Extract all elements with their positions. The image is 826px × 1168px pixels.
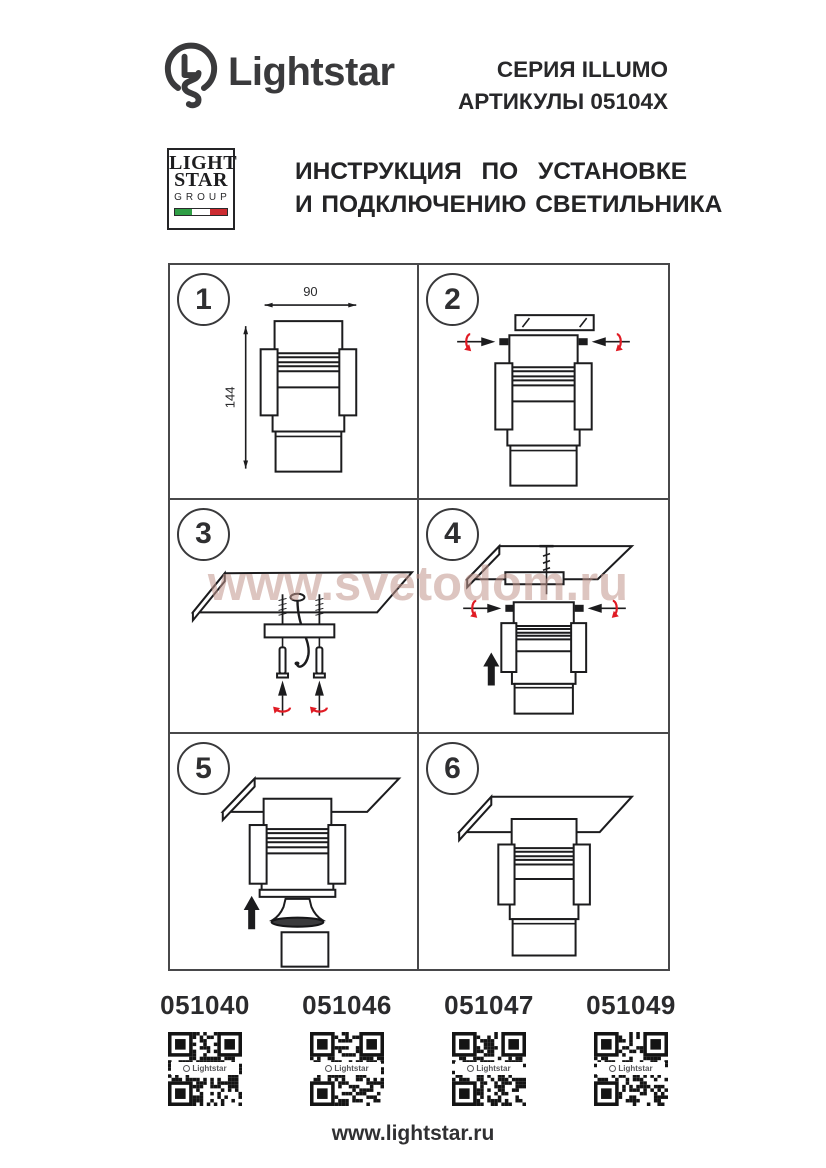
step-number: 6 <box>426 742 479 795</box>
step-number: 3 <box>177 508 230 561</box>
step-cell-3 <box>170 500 419 735</box>
instruction-title-line2: И ПОДКЛЮЧЕНИЮ СВЕТИЛЬНИКА <box>295 191 723 218</box>
step-number: 4 <box>426 508 479 561</box>
instruction-title <box>295 155 722 221</box>
article-column <box>276 990 418 1106</box>
qr-lightstar-logo: Lightstar <box>171 1062 239 1075</box>
step-cell-5 <box>170 734 419 969</box>
group-logo-group: GROUP <box>174 192 231 203</box>
step-number: 2 <box>426 273 479 326</box>
article-column <box>560 990 702 1106</box>
dim-height-label: 144 <box>222 386 238 409</box>
mini-bulb-icon <box>609 1065 616 1072</box>
qr-code <box>594 1032 668 1106</box>
watermark: www.svetodom.ru <box>207 557 629 611</box>
qr-code <box>310 1032 384 1106</box>
article-code: 051046 <box>302 990 392 1020</box>
dim-width-label: 90 <box>303 284 318 300</box>
article-code: 051040 <box>160 990 250 1020</box>
step-cell-1 <box>170 265 419 500</box>
step-cell-6 <box>419 734 668 969</box>
step-cell-2 <box>419 265 668 500</box>
article-column <box>134 990 276 1106</box>
step-number: 5 <box>177 742 230 795</box>
group-logo-star: STAR <box>174 169 228 191</box>
qr-lightstar-logo: Lightstar <box>597 1062 665 1075</box>
instruction-title-line1: ИНСТРУКЦИЯ ПО УСТАНОВКЕ <box>295 158 688 185</box>
mini-bulb-icon <box>325 1065 332 1072</box>
lightstar-group-logo <box>167 148 238 230</box>
article-column <box>418 990 560 1106</box>
qr-code <box>168 1032 242 1106</box>
brand-wordmark: Lightstar <box>228 50 395 94</box>
qr-lightstar-logo: Lightstar <box>313 1062 381 1075</box>
qr-code <box>452 1032 526 1106</box>
mini-bulb-icon <box>467 1065 474 1072</box>
mini-bulb-icon <box>183 1065 190 1072</box>
steps-grid <box>168 263 670 971</box>
step-cell-4 <box>419 500 668 735</box>
lightstar-bulb-icon <box>163 38 219 110</box>
group-logo-light: LIGHT <box>169 152 238 174</box>
step-number: 1 <box>177 273 230 326</box>
series-block <box>420 54 668 118</box>
articles-row <box>134 990 702 1106</box>
article-code: 051047 <box>444 990 534 1020</box>
qr-lightstar-logo: Lightstar <box>455 1062 523 1075</box>
series-title: СЕРИЯ ILLUMO <box>496 57 668 82</box>
series-articles: АРТИКУЛЫ 05104X <box>458 89 668 114</box>
footer-url: www.lightstar.ru <box>331 1122 495 1145</box>
article-code: 051049 <box>586 990 676 1020</box>
italian-flag <box>174 208 228 216</box>
